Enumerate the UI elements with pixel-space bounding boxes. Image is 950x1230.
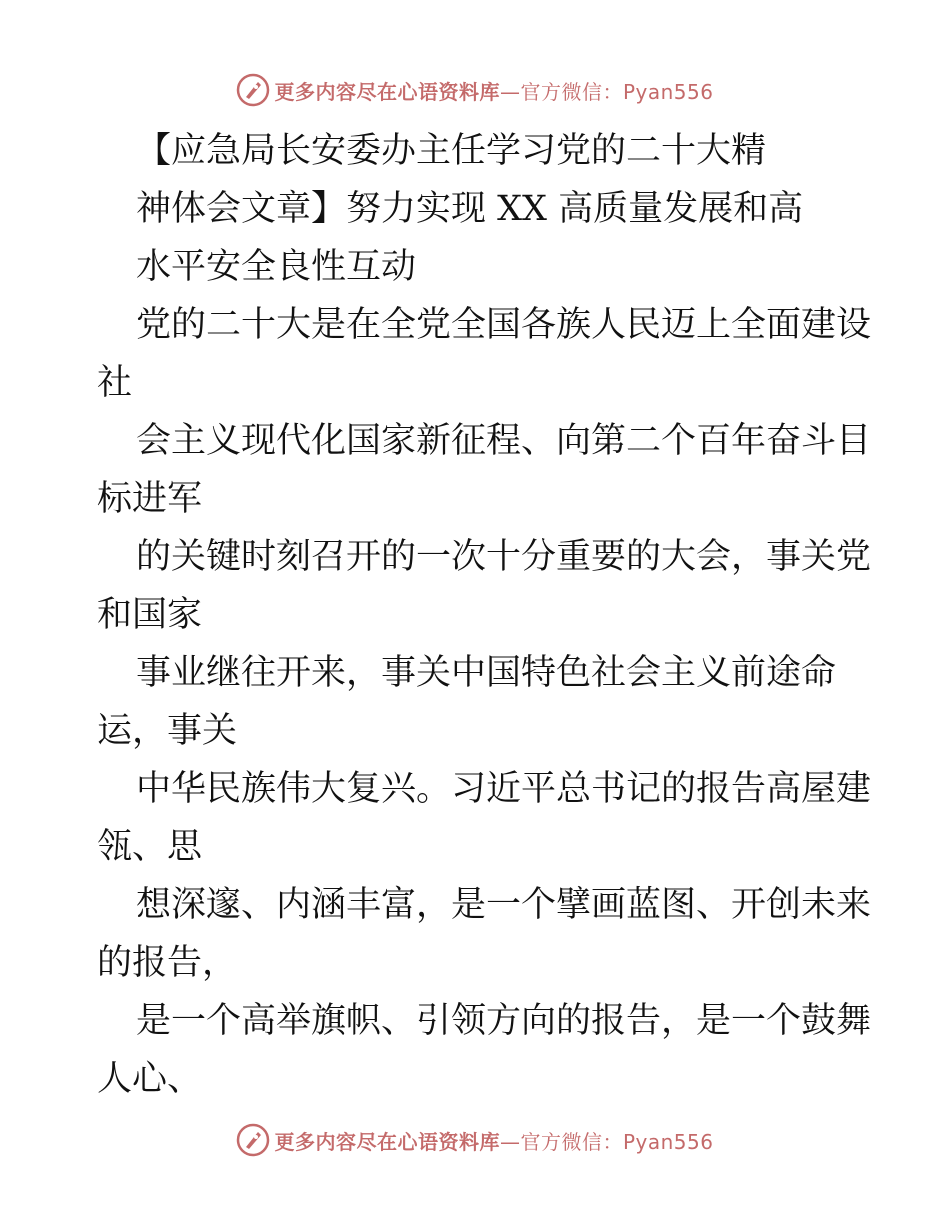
watermark-text: 更多内容尽在心语资料库—官方微信：Pyan556 bbox=[274, 1129, 714, 1154]
paragraph-line: 中华民族伟大复兴。习近平总书记的报告高屋建 bbox=[136, 769, 872, 809]
pen-nib-icon bbox=[236, 73, 270, 107]
title-line: 水平安全良性互动 bbox=[136, 247, 417, 287]
title-line: 【应急局长安委办主任学习党的二十大精 bbox=[136, 131, 767, 171]
paragraph-line: 党的二十大是在全党全国各族人民迈上全面建设 bbox=[136, 305, 872, 345]
paragraph-line: 是一个高举旗帜、引领方向的报告，是一个鼓舞 bbox=[136, 1001, 872, 1041]
paragraph-line: 瓴、思 bbox=[97, 827, 203, 867]
paragraph-line: 和国家 bbox=[97, 595, 203, 635]
paragraph-line: 社 bbox=[97, 363, 133, 403]
document-body bbox=[97, 122, 872, 1108]
paragraph-line: 事业继往开来，事关中国特色社会主义前途命 bbox=[136, 653, 837, 693]
paragraph-line: 人心、 bbox=[97, 1059, 203, 1099]
footer-watermark bbox=[0, 1120, 950, 1160]
pen-nib-icon bbox=[236, 1123, 270, 1157]
paragraph-line: 想深邃、内涵丰富，是一个擘画蓝图、开创未来 bbox=[136, 885, 872, 925]
header-watermark bbox=[0, 70, 950, 110]
paragraph-line: 会主义现代化国家新征程、向第二个百年奋斗目 bbox=[136, 421, 872, 461]
title-line: 神体会文章】努力实现 XX 高质量发展和高 bbox=[136, 189, 804, 229]
watermark-text: 更多内容尽在心语资料库—官方微信：Pyan556 bbox=[274, 79, 714, 104]
paragraph-line: 运，事关 bbox=[97, 711, 238, 751]
paragraph-line: 标进军 bbox=[97, 479, 203, 519]
paragraph-line: 的关键时刻召开的一次十分重要的大会，事关党 bbox=[136, 537, 872, 577]
paragraph-line: 的报告， bbox=[97, 943, 238, 983]
